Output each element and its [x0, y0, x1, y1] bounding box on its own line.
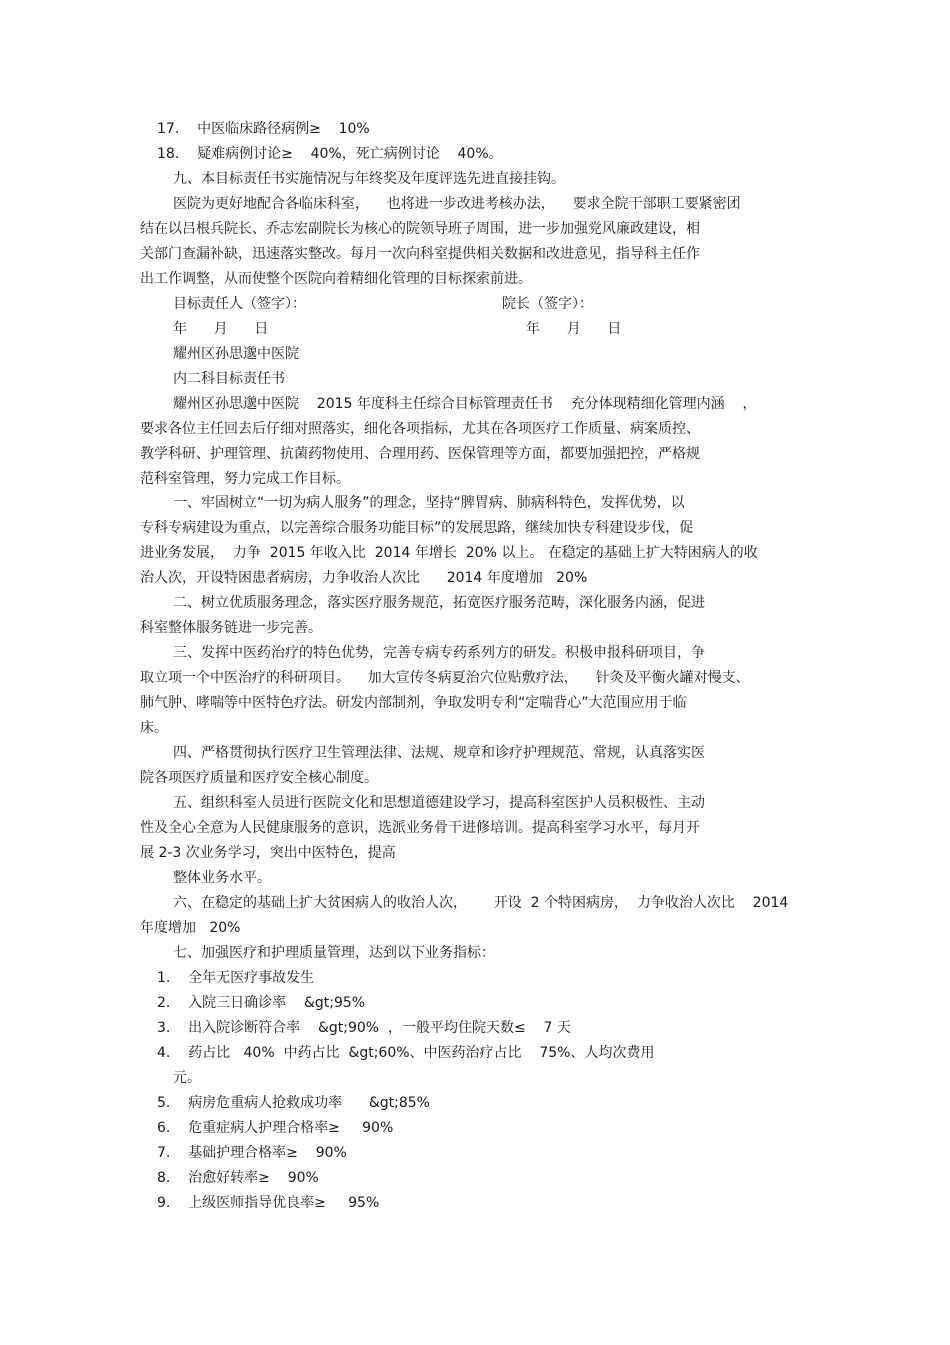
paragraph-line: 医院为更好地配合各临床科室， 也将进一步改进考核办法， 要求全院干部职工要紧密团: [173, 196, 741, 212]
signature-date-left: 年 月 日: [173, 321, 269, 337]
paragraph-line: 耀州区孙思邈中医院 2015 年度科主任综合目标管理责任书 充分体现精细化管理内涵 ，: [173, 396, 757, 412]
paragraph-line: 肺气肿、哮喘等中医特色疗法。研发内部制剂，争取发明专利“定喘背心”大范围应用于临: [140, 695, 687, 711]
paragraph-line: 范科室管理，努力完成工作目标。: [140, 471, 350, 487]
paragraph-line: 性及全心全意为人民健康服务的意识，选派业务骨干进修培训。提高科室学习水平，每月开: [140, 820, 700, 836]
paragraph-line: 年度增加 20%: [140, 920, 241, 936]
section-6: 六、在稳定的基础上扩大贫困病人的收治人次， 开设 2 个特困病房， 力争收治人次比 2014: [173, 895, 789, 911]
metric-item: 9. 上级医师指导优良率≥ 95%: [157, 1195, 380, 1211]
signature-date-right: 年 月 日: [526, 321, 622, 337]
metric-item: 8. 治愈好转率≥ 90%: [157, 1170, 319, 1186]
paragraph-line: 科室整体服务链进一步完善。: [140, 620, 322, 636]
section-9: 九、本目标责任书实施情况与年终奖及年度评选先进直接挂钩。: [173, 171, 565, 187]
metric-item: 6. 危重症病人护理合格率≥ 90%: [157, 1120, 394, 1136]
section-5: 五、组织科室人员进行医院文化和思想道德建设学习，提高科室医护人员积极性、主动: [173, 795, 705, 811]
paragraph-line: 出工作调整，从而使整个医院向着精细化管理的目标探索前进。: [140, 271, 532, 287]
section-7: 七、加强医疗和护理质量管理，达到以下业务指标：: [173, 945, 495, 961]
paragraph-line: 取立项一个中医治疗的科研项目。 加大宣传冬病夏治穴位贴敷疗法， 针灸及平衡火罐对慢支、: [140, 670, 750, 686]
metric-item: 4. 药占比 40% 中药占比 &gt;60%、中医药治疗占比 75%、人均次费用: [157, 1045, 655, 1061]
paragraph-line: 床。: [140, 720, 168, 736]
hospital-name: 耀州区孙思邈中医院: [173, 346, 299, 362]
paragraph-line: 治人次，开设特困患者病房，力争收治人次比 2014 年度增加 20%: [140, 570, 588, 586]
paragraph-line: 展 2-3 次业务学习，突出中医特色，提高: [140, 845, 396, 861]
paragraph-line: 专科专病建设为重点，以完善综合服务功能目标”的发展思路，继续加快专科建设步伐，促: [140, 520, 694, 536]
section-3: 三、发挥中医药治疗的特色优势，完善专病专药系列方的研发。积极申报科研项目，争: [173, 645, 705, 661]
paragraph-line: 关部门查漏补缺，迅速落实整改。每月一次向科室提供相关数据和改进意见，指导科主任作: [140, 246, 700, 262]
metric-item: 5. 病房危重病人抢救成功率 &gt;85%: [157, 1095, 430, 1111]
paragraph-line: 结在以吕根兵院长、乔志宏副院长为核心的院领导班子周围，进一步加强党风廉政建设，相: [140, 221, 700, 237]
item-18: 18. 疑难病例讨论≥ 40%，死亡病例讨论 40%。: [157, 146, 503, 162]
signature-director: 院长（签字）：: [502, 296, 593, 312]
document-title: 内二科目标责任书: [173, 371, 285, 387]
item-17: 17. 中医临床路径病例≥ 10%: [157, 121, 370, 137]
section-1: 一、牢固树立“一切为病人服务”的理念，坚持“脾胃病、肺病科特色，发挥优势，以: [173, 495, 685, 511]
section-4: 四、严格贯彻执行医疗卫生管理法律、法规、规章和诊疗护理规范、常规，认真落实医: [173, 745, 705, 761]
section-2: 二、树立优质服务理念，落实医疗服务规范，拓宽医疗服务范畴，深化服务内涵，促进: [173, 595, 705, 611]
signature-responsible-person: 目标责任人（签字）：: [173, 296, 306, 312]
paragraph-line: 整体业务水平。: [173, 870, 271, 886]
paragraph-line: 院各项医疗质量和医疗安全核心制度。: [140, 770, 378, 786]
paragraph-line: 教学科研、护理管理、抗菌药物使用、合理用药、医保管理等方面，都要加强把控，严格规: [140, 446, 700, 462]
metric-item: 1. 全年无医疗事故发生: [157, 970, 315, 986]
paragraph-line: 进业务发展， 力争 2015 年收入比 2014 年增长 20% 以上。 在稳定的基础上扩大特困病人的收: [140, 545, 758, 561]
metric-item: 7. 基础护理合格率≥ 90%: [157, 1145, 347, 1161]
metric-item: 2. 入院三日确诊率 &gt;95%: [157, 995, 366, 1011]
metric-item: 3. 出入院诊断符合率 &gt;90% ，一般平均住院天数≤ 7 天: [157, 1020, 571, 1036]
metric-item-continuation: 元。: [173, 1070, 201, 1086]
paragraph-line: 要求各位主任回去后仔细对照落实，细化各项指标，尤其在各项医疗工作质量、病案质控、: [140, 421, 700, 437]
